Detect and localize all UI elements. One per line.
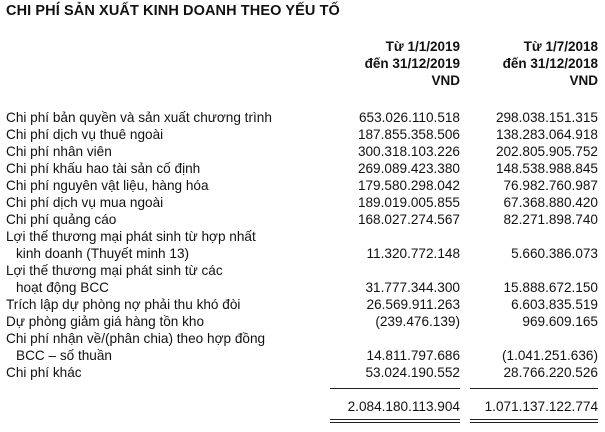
- total-double-rule: [470, 419, 598, 420]
- row-label-line1: Chi phí nhận về/(phân chia) theo hợp đồng: [6, 331, 266, 346]
- row-value-2019: 187.855.358.506: [357, 127, 460, 142]
- row-value-2018: 82.271.898.740: [503, 212, 598, 227]
- row-label-line1: Chi phí dịch vụ thuê ngoài: [6, 127, 164, 142]
- row-value-2019: 26.569.911.263: [366, 297, 460, 312]
- row-label-line1: Chi phí dịch vụ mua ngoài: [6, 195, 164, 210]
- row-value-2019: 14.811.797.686: [366, 348, 460, 363]
- row-label-line2: kinh doanh (Thuyết minh 13): [16, 246, 190, 261]
- row-value-2018: 5.660.386.073: [511, 246, 598, 261]
- row-value-2019: 168.027.274.567: [357, 212, 460, 227]
- row-label: [6, 160, 200, 177]
- row-label: [6, 330, 265, 364]
- row-label-line1: Dự phòng giảm giá hàng tồn kho: [6, 314, 205, 329]
- row-value-2019: 31.777.344.300: [365, 280, 460, 295]
- row-label: [6, 143, 112, 160]
- row-label-line1: Chi phí khấu hao tài sản cố định: [6, 161, 201, 176]
- row-label: [6, 109, 272, 126]
- row-value-2018: 15.888.672.150: [503, 280, 598, 295]
- row-label: [6, 228, 256, 262]
- row-label: [6, 126, 163, 143]
- row-label: [6, 262, 223, 296]
- total-double-rule: [470, 422, 598, 423]
- row-label-line1: Lợi thế thương mại phát sinh từ hợp nhất: [6, 229, 256, 244]
- subtotal-rule: [470, 388, 598, 389]
- row-value-2018: 28.766.220.526: [503, 365, 598, 380]
- row-value-2018: 148.538.988.845: [495, 161, 598, 176]
- table-title: CHI PHÍ SẢN XUẤT KINH DOANH THEO YẾU TỐ: [6, 3, 340, 19]
- column-header-line1: Từ 1/7/2018: [523, 39, 598, 54]
- row-value-2019: 269.089.423.380: [357, 161, 460, 176]
- total-double-rule: [330, 422, 460, 423]
- total-2019: 2.084.180.113.904: [347, 399, 460, 414]
- row-value-2019: 179.580.298.042: [357, 178, 460, 193]
- total-double-rule: [330, 419, 460, 420]
- row-label-line1: Chi phí nhân viên: [6, 144, 112, 159]
- total-2018: 1.071.137.122.774: [484, 399, 598, 414]
- row-value-2018: 67.368.880.420: [503, 195, 598, 210]
- row-label: [6, 177, 209, 194]
- subtotal-rule: [330, 388, 460, 389]
- row-value-2018: 298.038.151.315: [495, 110, 598, 125]
- column-header-line1: Từ 1/1/2019: [385, 39, 460, 54]
- row-value-2018: 76.982.760.987: [503, 178, 598, 193]
- row-label: [6, 313, 204, 330]
- row-value-2018: 138.283.064.918: [495, 127, 598, 142]
- row-value-2019: 189.019.005.855: [357, 195, 460, 210]
- row-value-2019: 653.026.110.518: [358, 110, 460, 125]
- column-header-2019: [330, 38, 460, 89]
- row-value-2019: 11.320.772.148: [366, 246, 460, 261]
- row-label: [6, 364, 82, 381]
- row-value-2018: (1.041.251.636): [502, 348, 598, 363]
- row-label-line1: Chi phí khác: [6, 365, 82, 380]
- row-label: [6, 211, 116, 228]
- row-label-line2: BCC – số thuần: [16, 348, 112, 363]
- row-label: [6, 194, 163, 211]
- row-label-line1: Chi phí nguyên vật liệu, hàng hóa: [6, 178, 209, 193]
- column-header-unit: VND: [431, 73, 460, 88]
- row-label-line1: Chi phí bản quyền và sản xuất chương trình: [6, 110, 272, 125]
- row-label-line1: Trích lập dự phòng nợ phải thu khó đòi: [6, 297, 241, 312]
- row-value-2018: 6.603.835.519: [511, 297, 598, 312]
- row-value-2019: 53.024.190.552: [365, 365, 460, 380]
- row-label-line2: hoạt động BCC: [16, 280, 109, 295]
- row-label-line1: Lợi thế thương mại phát sinh từ các: [6, 263, 223, 278]
- row-value-2019: (239.476.139): [375, 314, 460, 329]
- column-header-line2: đến 31/12/2018: [502, 56, 598, 71]
- column-header-unit: VND: [569, 73, 598, 88]
- column-header-line2: đến 31/12/2019: [364, 56, 460, 71]
- row-value-2019: 300.318.103.226: [357, 144, 460, 159]
- row-value-2018: 202.805.905.752: [495, 144, 598, 159]
- row-value-2018: 969.609.165: [522, 314, 598, 329]
- column-header-2018: [470, 38, 598, 89]
- row-label-line1: Chi phí quảng cáo: [6, 212, 117, 227]
- row-label: [6, 296, 240, 313]
